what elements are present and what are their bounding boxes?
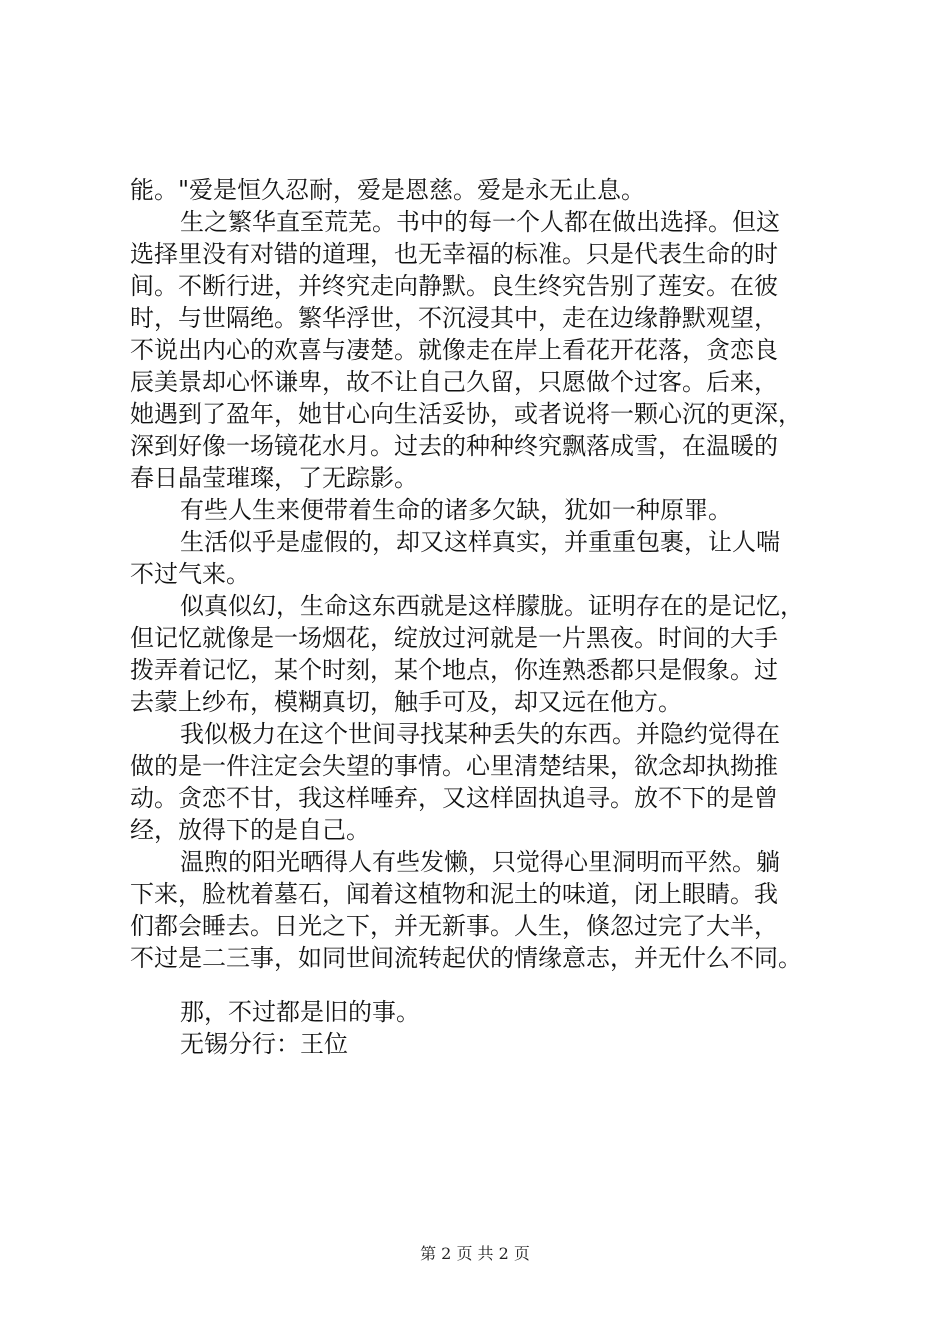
text-line: 辰美景却心怀谦卑，故不让自己久留，只愿做个过客。后来，: [130, 368, 778, 396]
text-line: 但记忆就像是一场烟花，绽放过河就是一片黑夜。时间的大手: [130, 624, 778, 652]
text-line: 生之繁华直至荒芜。书中的每一个人都在做出选择。但这: [180, 208, 780, 236]
text-line: 春日晶莹璀璨，了无踪影。: [130, 464, 418, 492]
text-line: 们都会睡去。日光之下，并无新事。人生，倏忽过完了大半，: [130, 912, 778, 940]
text-line: 似真似幻，生命这东西就是这样朦胧。证明存在的是记忆，: [180, 592, 804, 620]
text-line: 我似极力在这个世间寻找某种丢失的东西。并隐约觉得在: [180, 720, 780, 748]
closing-line: 那，不过都是旧的事。: [180, 998, 420, 1026]
text-line: 生活似乎是虚假的，却又这样真实，并重重包裹，让人喘: [180, 528, 780, 556]
text-line: 经，放得下的是自己。: [130, 816, 370, 844]
page-number: 第 2 页 共 2 页: [420, 1244, 530, 1263]
text-line: 时，与世隔绝。繁华浮世，不沉浸其中，走在边缘静默观望，: [130, 304, 778, 332]
text-line: 深到好像一场镜花水月。过去的种种终究飘落成雪，在温暖的: [130, 432, 778, 460]
text-line: 间。不断行进，并终究走向静默。良生终究告别了莲安。在彼: [130, 272, 778, 300]
text-line: 不过气来。: [130, 560, 250, 588]
author-signature: 无锡分行：王位: [180, 1030, 348, 1058]
text-line: 温煦的阳光晒得人有些发懒，只觉得心里洞明而平然。躺: [180, 848, 780, 876]
text-line: 去蒙上纱布，模糊真切，触手可及，却又远在他方。: [130, 688, 682, 716]
page-footer: [0, 1244, 950, 1264]
text-line: 能。"爱是恒久忍耐，爱是恩慈。爱是永无止息。: [130, 176, 646, 204]
text-line: 不说出内心的欢喜与凄楚。就像走在岸上看花开花落，贪恋良: [130, 336, 778, 364]
text-line: 下来，脸枕着墓石，闻着这植物和泥土的味道，闭上眼睛。我: [130, 880, 778, 908]
text-line: 做的是一件注定会失望的事情。心里清楚结果，欲念却执拗推: [130, 752, 778, 780]
text-line: 不过是二三事，如同世间流转起伏的情缘意志，并无什么不同。: [130, 944, 802, 972]
text-line: 有些人生来便带着生命的诸多欠缺，犹如一种原罪。: [180, 496, 732, 524]
text-line: 选择里没有对错的道理，也无幸福的标准。只是代表生命的时: [130, 240, 778, 268]
text-line: 拨弄着记忆，某个时刻，某个地点，你连熟悉都只是假象。过: [130, 656, 778, 684]
text-line: 动。贪恋不甘，我这样唾弃，又这样固执追寻。放不下的是曾: [130, 784, 778, 812]
text-line: 她遇到了盈年，她甘心向生活妥协，或者说将一颗心沉的更深，: [130, 400, 802, 428]
